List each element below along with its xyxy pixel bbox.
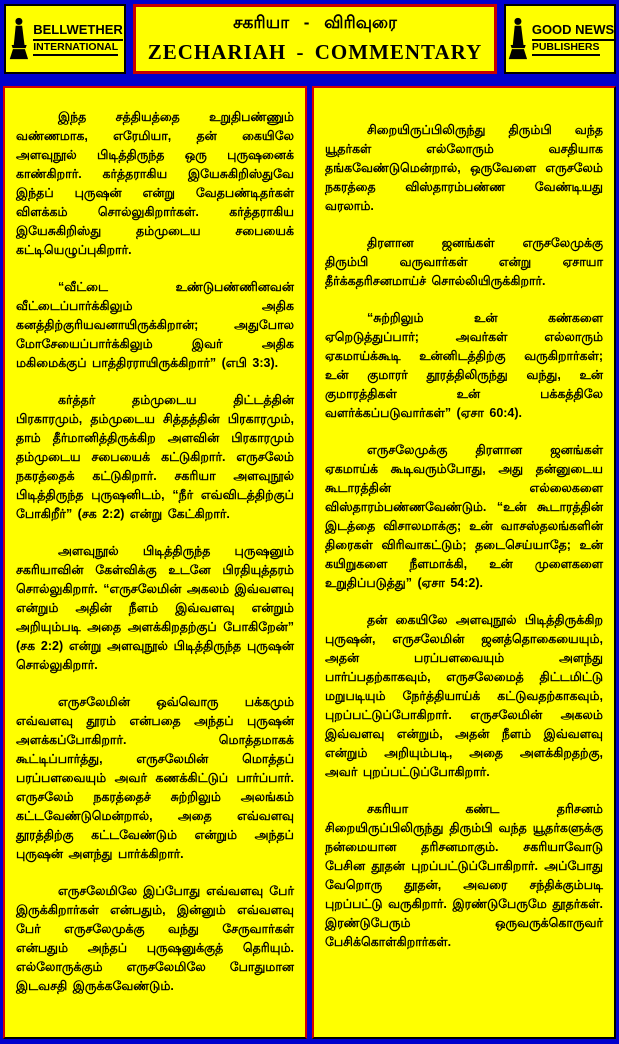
title-box [133,4,497,74]
page-title-tamil: சகரியா - விரிவுரை [233,13,397,32]
commentary-paragraph: எருசலேமின் ஒவ்வொரு பக்கமும் எவ்வளவு தூரம் என்பதை அந்தப் புருஷன் அளக்கப்போகிறார். மொத்தமாகக் கூட்டிப்பார்த்து, எருசலேமின் மொத்தப் பரப்பளவையும் அவர் கணக்கிட்டுப் பார்ப்பார். எருசலேம் நகரத்தைச் சுற்றிலும் அலங்கம் கட்டவேண்டுமென்றால், அதை எவ்வளவு தூரத்திற்கு கட்டவேண்டும் என்றும் அந்தப் புருஷன் அளந்து பார்க்கிறார். [16,695,294,861]
logo-line: PUBLISHERS [532,41,600,56]
logo-line: BELLWETHER [33,22,123,40]
logo-line: INTERNATIONAL [33,41,118,56]
good-news-logo-text [532,22,614,55]
bellwether-logo [6,6,124,72]
page-title-english: ZECHARIAH - COMMENTARY [147,40,483,64]
commentary-paragraph: இந்த சத்தியத்தை உறுதிபண்ணும் வண்ணமாக, எரேமியா, தன் கையிலே அளவுநூல் பிடித்திருந்த ஒரு புருஷனைக் காண்கிறார். கர்த்தராகிய இயேசுகிறிஸ்துவே இந்தப் புருஷன் என்று வேதபண்டிதர்கள் விளக்கம் சொல்லுகிறார்கள். கர்த்தராகிய இயேசுகிறிஸ்து தம்முடைய சபையைக் கட்டியெழுப்புகிறார். [16,110,294,257]
commentary-paragraph: எருசலேமுக்கு திரளான ஜனங்கள் ஏகமாய்க் கூடிவரும்போது, அது தன்னுடைய கூடாரத்தின் எல்லைகளை விஸ்தாரம்பண்ணவேண்டும். “உன் கூடாரத்தின் இடத்தை விசாலமாக்கு; உன் வாசஸ்தலங்களின் திரைகள் விரிவாகட்டும்; தடைசெய்யாதே; உன் கயிறுகளை நீளமாக்கி, உன் முளைகளை உறுதிப்படுத்து” (ஏசா 54:2). [325,443,603,590]
commentary-paragraph: எருசலேமிலே இப்போது எவ்வளவு பேர் இருக்கிறார்கள் என்பதும், இன்னும் எவ்வளவு பேர் எருசலேமுக்கு வந்து சேருவார்கள் என்பதும் அந்தப் புருஷனுக்குத் தெரியும். எல்லோருக்கும் எருசலேமிலே போதுமான இடவசதி இருக்கவேண்டும். [16,884,294,993]
good-news-logo-box [504,4,616,74]
commentary-paragraph: திரளான ஜனங்கள் எருசலேமுக்கு திரும்பி வருவார்கள் என்று ஏசாயா தீர்க்கதரிசனமாய்ச் சொல்லியிருக்கிறார். [325,236,603,288]
commentary-paragraph: சகரியா கண்ட தரிசனம் சிறையிருப்பிலிருந்து திரும்பி வந்த யூதர்களுக்கு நன்மையான தரிசனமாகும். சகரியாவோடு பேசின தூதன் புறப்பட்டுப்போகிறார். அப்போது வேறொரு தூதன், அவரை சந்திக்கும்படி புறப்பட்டு வருகிறார். இரண்டுபேருமே தூதர்கள். இரண்டுபேரும் ஒருவருக்கொருவர் பேசிக்கொள்கிறார்கள். [325,802,603,949]
bellwether-logo-text [33,22,123,55]
good-news-logo [506,6,614,72]
standing-figure-icon [506,16,528,62]
commentary-paragraph: சிறையிருப்பிலிருந்து திரும்பி வந்த யூதர்கள் எல்லோரும் வசதியாக தங்கவேண்டுமென்றால், ஒருவேளை எருசலேம் நகரத்தை விஸ்தாரம்பண்ண வேண்டியது வரலாம். [325,123,603,213]
logo-line: GOOD NEWS [532,22,614,40]
commentary-paragraph: “சுற்றிலும் உன் கண்களை ஏறெடுத்துப்பார்; அவர்கள் எல்லாரும் ஏகமாய்க்கூடி உன்னிடத்திற்கு வருகிறார்கள்; உன் குமாரர் தூரத்திலிருந்து வந்து, உன் குமாரத்திகள் உன் பக்கத்திலே வளர்க்கப்படுவார்கள்” (ஏசா 60:4). [325,311,603,420]
commentary-column-left [3,86,307,1039]
commentary-paragraph: அளவுநூல் பிடித்திருந்த புருஷனும் சகரியாவின் கேள்விக்கு உடனே பிரதியுத்தரம் சொல்லுகிறார். “எருசலேமின் அகலம் இவ்வளவு என்றும் அதின் நீளம் இவ்வளவு என்றும் அறியும்படி அதை அளக்கிறதற்குப் போகிறேன்” (சக 2:2) என்று அளவுநூல் பிடித்திருந்த புருஷன் சொல்லுகிறார். [16,544,294,672]
commentary-paragraph: கர்த்தர் தம்முடைய திட்டத்தின் பிரகாரமும், தம்முடைய சித்தத்தின் பிரகாரமும், தாம் தீர்மானித்திருக்கிற அளவின் பிரகாரமும் தம்முடைய சபையைக் கட்டுகிறார். எருசலேம் நகரத்தைக் கட்டுகிறார். சகரியா அளவுநூல் பிடித்திருந்த புருஷனிடம், “நீர் எவ்விடத்திற்குப் போகிறீர்” (சக 2:2) என்று கேட்கிறார். [16,393,294,521]
standing-figure-icon [7,16,29,62]
commentary-paragraph: தன் கையிலே அளவுநூல் பிடித்திருக்கிற புருஷன், எருசலேமின் ஜனத்தொகையையும், அதன் பரப்பளவையும் அளந்து பார்ப்பதற்காகவும், எருசலேமைத் திட்டமிட்டு மறுபடியும் நேர்த்தியாய்க் கட்டுவதற்காகவும், புறப்பட்டுப்போகிறார். எருசலேமின் அகலம் இவ்வளவு என்றும், அதன் நீளம் இவ்வளவு என்றும் அறியும்படி, அதை அளக்கிறதற்கு, அவர் புறப்பட்டுப்போகிறார். [325,613,603,779]
commentary-column-right [312,86,616,1039]
commentary-paragraph: “வீட்டை உண்டுபண்ணினவன் வீட்டைப்பார்க்கிலும் அதிக கனத்திற்குரியவனாயிருக்கிறான்; அதுபோல மோசேயைப்பார்க்கிலும் இவர் அதிக மகிமைக்குப் பாத்திரராயிருக்கிறார்” (எபி 3:3). [16,280,294,370]
bellwether-logo-box [4,4,126,74]
